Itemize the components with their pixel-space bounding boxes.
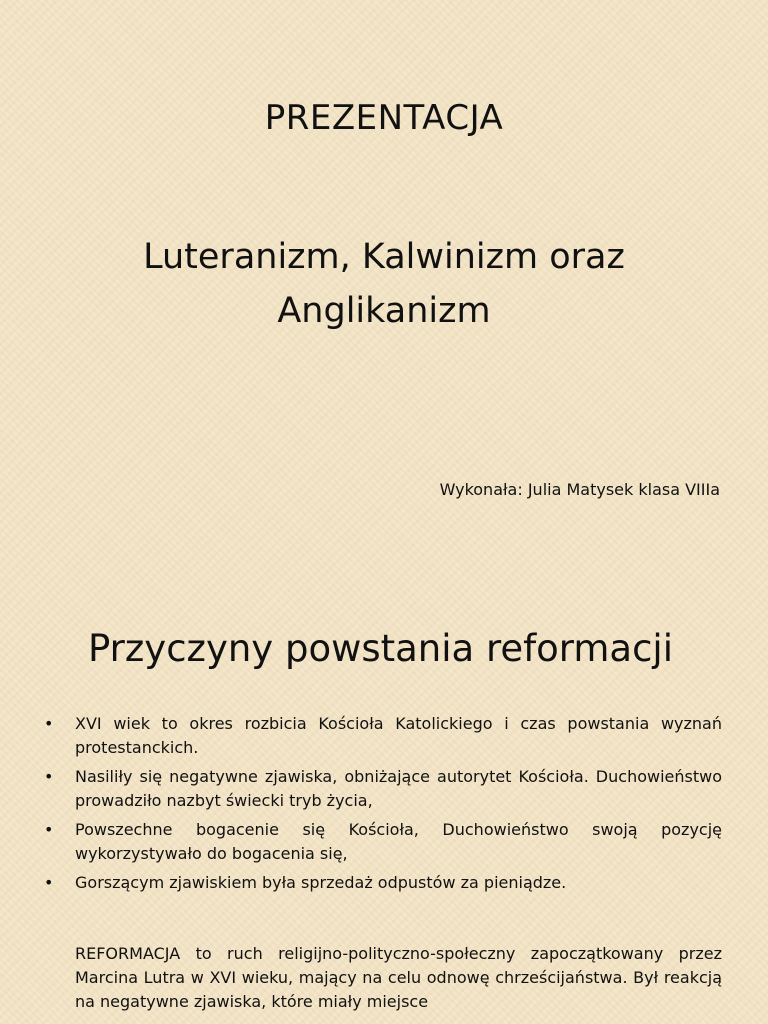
list-item-text: Nasiliły się negatywne zjawiska, obniżające autorytet Kościoła. Duchowieństwo prowadziło nazbyt świecki tryb życia, (75, 767, 722, 810)
slide-title: Przyczyny powstania reformacji (88, 627, 673, 670)
presentation-subtitle: Luteranizm, Kalwinizm oraz Anglikanizm (143, 237, 625, 331)
list-item-text: Gorszącym zjawiskiem była sprzedaż odpustów za pieniądze. (75, 873, 567, 892)
bullet-icon: • (44, 820, 54, 839)
list-item-text: Powszechne bogacenie się Kościoła, Duchowieństwo swoją pozycję wykorzystywało do bogacenia się, (75, 820, 722, 863)
author-line: Wykonała: Julia Matysek klasa VIIIa (439, 480, 720, 499)
bullet-icon: • (44, 767, 54, 786)
list-item (0, 818, 768, 866)
content-slide (0, 575, 768, 1024)
bullet-icon: • (44, 873, 54, 892)
list-item (0, 712, 768, 760)
bullet-list (0, 712, 768, 900)
list-item (0, 871, 768, 895)
list-item-text: XVI wiek to okres rozbicia Kościoła Katolickiego i czas powstania wyznań protestanckich. (75, 714, 722, 757)
definition-paragraph: REFORMACJA to ruch religijno-polityczno-społeczny zapoczątkowany przez Marcina Lutra w XVI wieku, mający na celu odnowę chrześcijaństwa. Był reakcją na negatywne zjawiska, które miały miejsce (75, 944, 722, 1011)
presentation-title: PREZENTACJA (264, 98, 504, 138)
list-item (0, 765, 768, 813)
bullet-icon: • (44, 714, 54, 733)
